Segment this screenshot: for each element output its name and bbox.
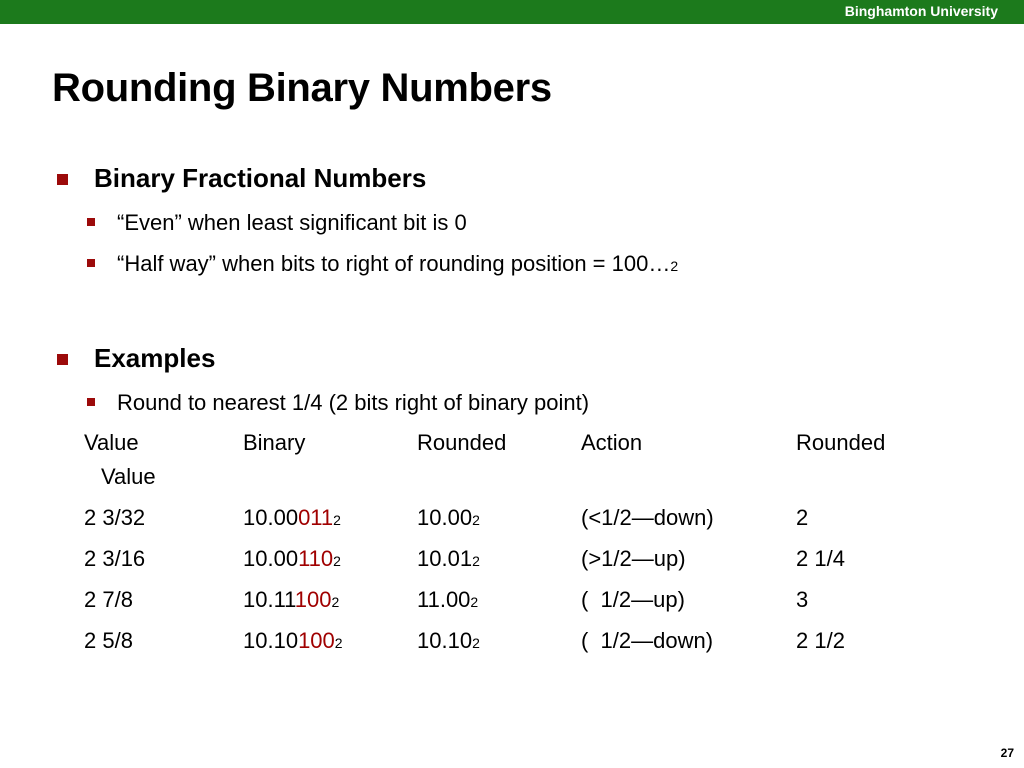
bullet-square-icon [57,354,68,365]
column-header: Value [84,430,139,455]
value-cell: 2 5/8 [84,628,133,653]
column-header-wrap: Value [101,464,156,489]
binary-cell: 10.001102 [243,546,341,571]
section-heading-text: Examples [94,343,216,373]
section-heading-text: Binary Fractional Numbers [94,163,427,193]
column-header: Action [581,430,643,455]
binary-cell: 10.101002 [243,628,343,653]
rounded-cell: 10.012 [417,546,480,571]
rounded-cell: 11.002 [417,587,479,612]
header-bar [0,0,1024,24]
rounded-cell: 10.002 [417,505,480,530]
action-cell: ( 1/2—up) [581,587,685,612]
list-item-text: “Half way” when bits to right of rounding position = 100…2 [117,251,679,276]
rounded-value-cell: 2 1/4 [796,546,845,571]
rounded-value-cell: 3 [796,587,809,612]
value-cell: 2 7/8 [84,587,133,612]
bullet-square-icon [57,174,68,185]
column-header: Rounded [796,430,886,455]
value-cell: 2 3/32 [84,505,146,530]
action-cell: (<1/2—down) [581,505,714,530]
action-cell: (>1/2—up) [581,546,686,571]
slide-title: Rounding Binary Numbers [52,66,552,110]
rounded-cell: 10.102 [417,628,480,653]
binary-cell: 10.000112 [243,505,341,530]
column-header: Binary [243,430,306,455]
rounded-value-cell: 2 1/2 [796,628,845,653]
bullet-square-icon [87,218,95,226]
bullet-square-icon [87,259,95,267]
binary-cell: 10.111002 [243,587,340,612]
action-cell: ( 1/2—down) [581,628,714,653]
value-cell: 2 3/16 [84,546,146,571]
rounded-value-cell: 2 [796,505,809,530]
page-number: 27 [1000,746,1014,760]
university-name: Binghamton University [844,3,998,19]
bullet-square-icon [87,398,95,406]
column-header: Rounded [417,430,507,455]
list-item-text: “Even” when least significant bit is 0 [117,210,467,235]
list-item-text: Round to nearest 1/4 (2 bits right of binary point) [117,390,590,415]
